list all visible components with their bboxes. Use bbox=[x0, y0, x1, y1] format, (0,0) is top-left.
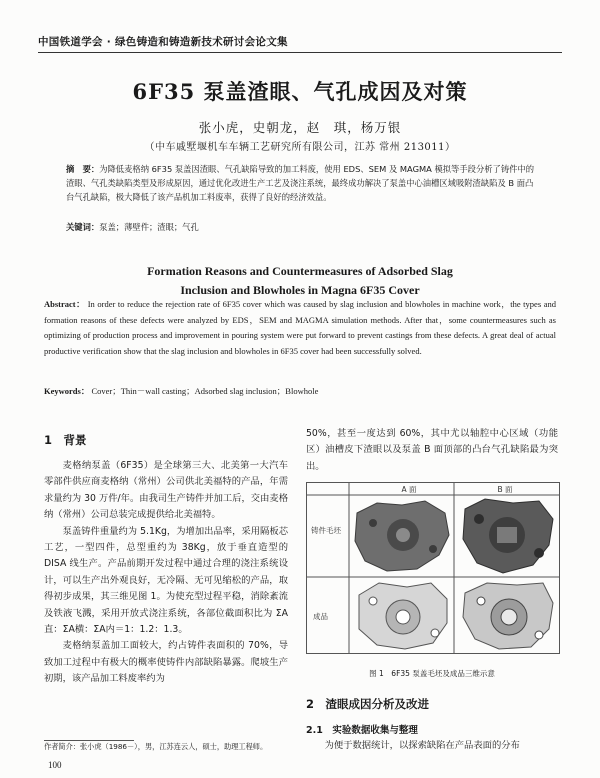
casting-a-image bbox=[355, 501, 449, 571]
figure-row1-label: 铸件毛坯 bbox=[311, 526, 341, 535]
cn-abstract-text: 为降低麦格纳 6F35 泵盖因渣眼、气孔缺陷导致的加工料废，使用 EDS、SEM 及 MAGMA 模拟等手段分析了铸件中的渣眼、气孔类缺陷类型及形成原因，通过优化改进生产工艺及浇注系统，最终成功解决了泵盖中心油槽区域吸附渣缺陷及 B 面凸台气孔缺陷，极大降低了该产品机加工料废率，获得了良好的经济效益。 bbox=[66, 164, 535, 202]
en-abstract-text: In order to reduce the rejection rate of 6F35 cover which was caused by slag inclusion and blowholes in machine work，the types and formation reasons of these defects were analyzed by EDS，SEM and MAGMA simulation methods. After that，some countermeasures such as optimizing of production process and improvement in pouring system were put forward to prevent castings from these defects. A great deal of actual productive verification show that the slag inclusion and blowholes in 6F35 cover had been successfully solved. bbox=[44, 299, 556, 357]
en-abstract-label: Abstract： bbox=[44, 299, 86, 309]
left-paragraph-2: 泵盖铸件重量约为 5.1Kg，为增加出品率，采用隔板芯工艺，一型四件，总型重约为 38Kg，放于垂直造型的 DISA 线生产。产品前期开发过程中通过合理的浇注系统设计，可以生产出外观良好，无冷隔、无可见缩松的产品，取得初步成果，其三维见图 1。为使充型过程平稳，消除紊流及铁液飞溅，采用开放式浇注系统，各部位截面积比为 ΣA直：ΣA横：ΣA内＝1：1.2：1.3。 bbox=[44, 525, 288, 636]
figure-row2-label: 成品 bbox=[313, 612, 328, 621]
english-title-line1: Formation Reasons and Countermeasures of Adsorbed Slag bbox=[147, 264, 453, 278]
en-keywords-label: Keywords： bbox=[44, 386, 90, 396]
section21-paragraph: 为便于数据统计，以探索缺陷在产品表面的分布 bbox=[324, 740, 520, 751]
casting-b-image bbox=[463, 499, 553, 573]
authors: 张小虎，史朝龙，赵 琪，杨万银 bbox=[198, 120, 402, 135]
chinese-keywords bbox=[66, 221, 536, 233]
figure-col-b-label: B 面 bbox=[497, 485, 513, 494]
english-title bbox=[0, 262, 600, 300]
section2-heading: 2 渣眼成因分析及改进 bbox=[306, 697, 430, 711]
english-keywords bbox=[44, 385, 556, 397]
cn-keywords-text: 泵盖；薄壁件；渣眼；气孔 bbox=[99, 222, 199, 232]
right-column-top bbox=[306, 426, 558, 475]
figure-col-a-label: A 面 bbox=[401, 485, 417, 494]
section21-text bbox=[306, 738, 558, 754]
header-rule bbox=[38, 52, 562, 53]
author-footnote: 作者简介：张小虎（1986－），男，江苏连云人，硕士，助理工程师。 bbox=[44, 742, 268, 751]
page-number: 100 bbox=[48, 760, 62, 770]
finished-b-image bbox=[463, 583, 553, 649]
section1-heading: 1 背景 bbox=[44, 433, 87, 447]
english-title-line2: Inclusion and Blowholes in Magna 6F35 Cover bbox=[180, 283, 420, 297]
chinese-abstract bbox=[66, 162, 536, 204]
left-paragraph-1: 麦格纳泵盖（6F35）是全球第三大、北美第一大汽车零部件供应商麦格纳（常州）公司供北美福特的产品，年需求量约为 30 万件/年。由我司生产铸件并加工后，交由麦格纳（常州）公司总装完成提供给北美福特。 bbox=[44, 460, 288, 521]
cn-abstract-label: 摘 要： bbox=[66, 164, 100, 174]
running-head: 中国铁道学会 · 绿色铸造和铸造新技术研讨会论文集 bbox=[38, 36, 288, 48]
en-keywords-text: Cover；Thin－wall casting；Adsorbed slag inclusion；Blowhole bbox=[91, 386, 319, 396]
left-paragraph-3: 麦格纳泵盖加工面较大，约占铸件表面积的 70%，导致加工过程中有极大的概率使铸件内部缺陷暴露。爬坡生产初期，该产品加工料废率约为 bbox=[44, 640, 288, 685]
figure-1-caption: 图 1 6F35 泵盖毛坯及成品三维示意 bbox=[369, 669, 495, 678]
figure-1 bbox=[306, 482, 560, 654]
right-paragraph-continued: 50%，甚至一度达到 60%，其中尤以轴腔中心区域（功能区）油槽皮下渣眼以及泵盖 B 面顶部的凸台气孔缺陷最为突出。 bbox=[306, 428, 558, 472]
affiliation: （中车戚墅堰机车车辆工艺研究所有限公司，江苏 常州 213011） bbox=[144, 142, 456, 153]
figure-1-grid bbox=[307, 483, 559, 653]
section21-heading: 2.1 实验数据收集与整理 bbox=[306, 725, 418, 736]
cn-keywords-label: 关键词： bbox=[66, 222, 100, 232]
footnote-rule bbox=[44, 740, 134, 741]
english-abstract bbox=[44, 297, 556, 360]
finished-a-image bbox=[359, 583, 447, 649]
left-column bbox=[44, 458, 288, 688]
paper-title: 6F35 泵盖渣眼、气孔成因及对策 bbox=[132, 79, 468, 104]
